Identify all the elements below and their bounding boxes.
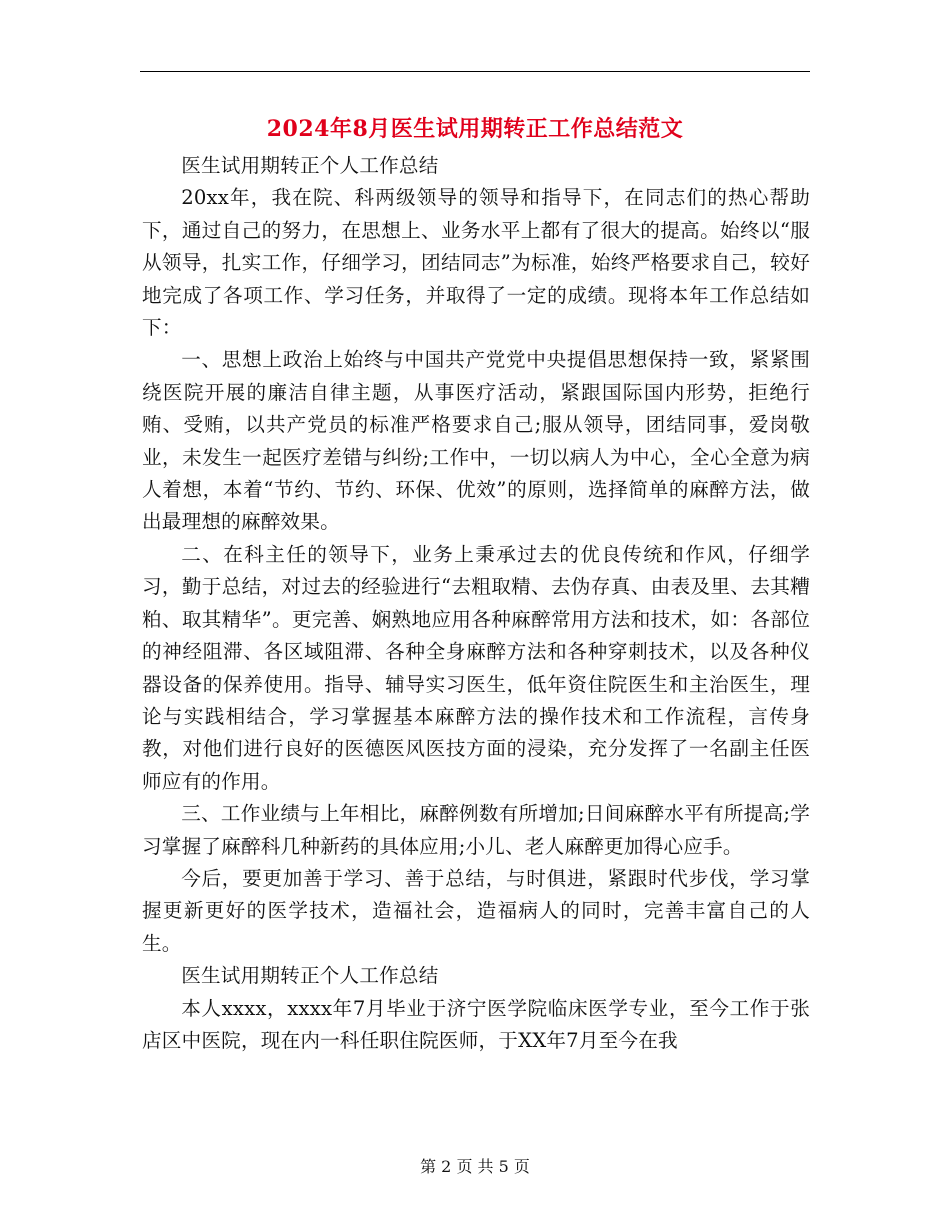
paragraph-subheading-2: 医生试用期转正个人工作总结	[181, 964, 439, 988]
paragraph-second-intro: 本人xxxx，xxxx年7月毕业于济宁医学院临床医学专业，至今工作于张店区中医院，现在内一科任职住院医师，于XX年7月至今在我	[142, 996, 810, 1052]
paragraph-section-3: 三、工作业绩与上年相比，麻醉例数有所增加;日间麻醉水平有所提高;学习掌握了麻醉科几种新药的具体应用;小儿、老人麻醉更加得心应手。	[142, 802, 810, 858]
paragraph-subheading-1: 医生试用期转正个人工作总结	[181, 154, 439, 177]
paragraph-intro: 20xx年，我在院、科两级领导的领导和指导下，在同志们的热心帮助下，通过自己的努力，在思想上、业务水平上都有了很大的提高。始终以“服从领导，扎实工作，仔细学习，团结同志”为标准，始终严格要求自己，较好地完成了各项工作、学习任务，并取得了一定的成绩。现将本年工作总结如下：	[142, 186, 810, 340]
paragraph-conclusion: 今后，要更加善于学习、善于总结，与时俱进，紧跟时代步伐，学习掌握更新更好的医学技术，造福社会，造福病人的同时，完善丰富自己的人生。	[142, 866, 810, 955]
document-body	[142, 150, 810, 1057]
page-number-footer: 第 2 页 共 5 页	[420, 1157, 530, 1176]
paragraph-section-2: 二、在科主任的领导下，业务上秉承过去的优良传统和作风，仔细学习，勤于总结，对过去的经验进行“去粗取精、去伪存真、由表及里、去其糟粕、取其精华”。更完善、娴熟地应用各种麻醉常用方法和技术，如：各部位的神经阻滞、各区域阻滞、各种全身麻醉方法和各种穿刺技术，以及各种仪器设备的保养使用。指导、辅导实习医生，低年资住院医生和主治医生，理论与实践相结合，学习掌握基本麻醉方法的操作技术和工作流程，言传身教，对他们进行良好的医德医风医技方面的浸染，充分发挥了一名副主任医师应有的作用。	[142, 542, 810, 793]
document-title: 2024年8月医生试用期转正工作总结范文	[266, 116, 684, 142]
header-rule	[140, 71, 810, 72]
paragraph-section-1: 一、思想上政治上始终与中国共产党党中央提倡思想保持一致，紧紧围绕医院开展的廉洁自律主题，从事医疗活动，紧跟国际国内形势，拒绝行贿、受贿，以共产党员的标准严格要求自己;服从领导，团结同事，爱岗敬业，未发生一起医疗差错与纠纷;工作中，一切以病人为中心，全心全意为病人着想，本着“节约、节约、环保、优效”的原则，选择简单的麻醉方法，做出最理想的麻醉效果。	[142, 348, 810, 534]
